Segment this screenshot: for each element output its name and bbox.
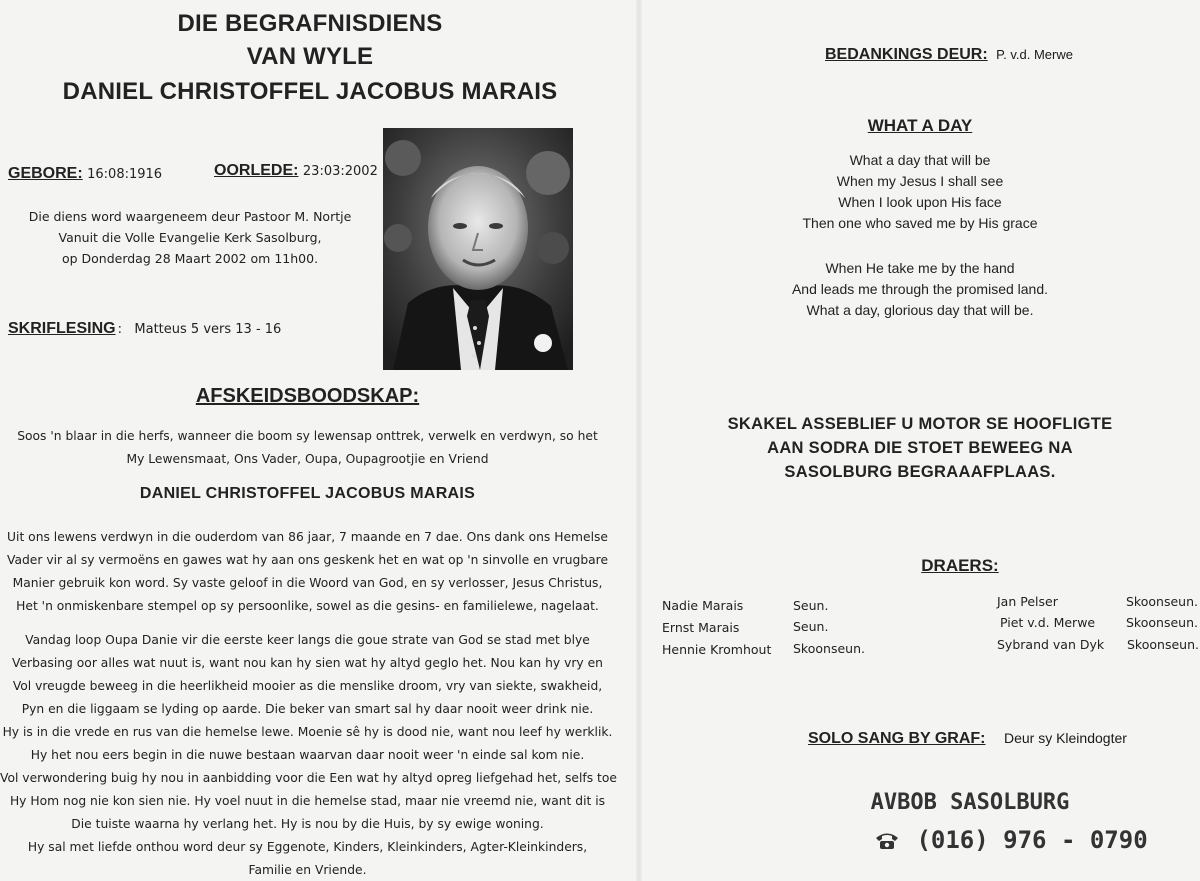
bearer-name: Sybrand van Dyk xyxy=(997,637,1105,652)
phone-number: (016) 976 - 0790 xyxy=(916,826,1148,854)
paragraph-line: Hy het nou eers begin in die nuwe bestaan waarvan daar nooit weer 'n einde sal kom nie. xyxy=(30,748,585,762)
song-verse-2 xyxy=(640,258,1200,321)
phone-row xyxy=(874,826,1148,856)
telephone-icon xyxy=(874,831,904,856)
bearer-relation: Skoonseun. xyxy=(1126,594,1198,609)
solo-value: Deur sy Kleindogter xyxy=(1003,730,1127,746)
thanks-row xyxy=(825,46,1073,64)
name-heading-wrap xyxy=(0,485,615,503)
solo-label: SOLO SANG BY GRAF: xyxy=(808,730,986,747)
intro-line: Soos 'n blaar in die herfs, wanneer die boom sy lewensap onttrek, verwelk en verdwyn, so het xyxy=(17,429,598,443)
died-row xyxy=(214,162,378,180)
paragraph-line: Vader vir al sy vermoëns en gawes wat hy aan ons geskenk het en wat op 'n sinvolle en vrugbare xyxy=(6,553,609,567)
born-label: GEBORE: xyxy=(8,165,83,182)
company-name: AVBOB SASOLBURG xyxy=(870,790,1070,815)
paragraph-line: Vol vreugde beweeg in die heerlikheid mooier as die menslike droom, vry van siekte, swakheid, xyxy=(12,679,603,693)
bearers-heading: DRAERS: xyxy=(921,556,999,575)
company-wrap xyxy=(640,790,1200,815)
verse-line: When He take me by the hand xyxy=(825,260,1015,276)
song-verse-1 xyxy=(640,150,1200,234)
verse-line: When my Jesus I shall see xyxy=(836,173,1004,189)
thanks-label: BEDANKINGS DEUR: xyxy=(825,46,988,63)
paragraph-line: Familie en Vriende. xyxy=(248,863,367,877)
intro-line: My Lewensmaat, Ons Vader, Oupa, Oupagrootjie en Vriend xyxy=(126,452,489,466)
bearer-relation: Seun. xyxy=(793,598,829,613)
bearer-name: Hennie Kromhout xyxy=(662,642,772,657)
title-line-3: DANIEL CHRISTOFFEL JACOBUS MARAIS xyxy=(62,78,558,105)
notice-line: AAN SODRA DIE STOET BEWEEG NA xyxy=(767,439,1073,457)
bearers-heading-wrap xyxy=(640,556,1200,576)
portrait-illustration xyxy=(383,128,573,370)
farewell-heading: AFSKEIDSBOODSKAP: xyxy=(195,385,420,407)
right-page xyxy=(640,0,1200,881)
service-info xyxy=(20,206,360,269)
died-label: OORLEDE: xyxy=(214,162,299,179)
farewell-heading-wrap xyxy=(0,385,615,408)
paragraph-line: Hy is in die vrede en rus van die hemelse lewe. Moenie sê hy is dood nie, want nou leef hy werklik. xyxy=(2,725,613,739)
bearer-name: Ernst Marais xyxy=(662,620,740,635)
service-line: op Donderdag 28 Maart 2002 om 11h00. xyxy=(61,251,319,266)
notice-line: SASOLBURG BEGRAAAFPLAAS. xyxy=(784,463,1056,481)
paragraph-line: Hy sal met liefde onthou word deur sy Eggenote, Kinders, Kleinkinders, Agter-Kleinkinders, xyxy=(27,840,588,854)
notice-line: SKAKEL ASSEBLIEF U MOTOR SE HOOFLIGTE xyxy=(727,415,1113,433)
thanks-value: P. v.d. Merwe xyxy=(996,47,1073,62)
portrait-photo xyxy=(383,128,573,370)
bearer-relation: Skoonseun. xyxy=(1127,637,1199,652)
intro-text xyxy=(0,425,615,471)
verse-line: Then one who saved me by His grace xyxy=(802,215,1038,231)
born-row xyxy=(8,165,162,183)
song-title-wrap xyxy=(640,116,1200,136)
verse-line: When I look upon His face xyxy=(838,194,1002,210)
paragraph-line: Die tuiste waarna hy verlang het. Hy is nou by die Huis, by sy ewige woning. xyxy=(71,817,544,831)
bearer-relation: Seun. xyxy=(793,619,829,634)
paragraph-line: Pyn en die liggaam se lyding op aarde. Die beker van smart sal hy daar nooit weer drink nie. xyxy=(21,702,594,716)
headlights-notice xyxy=(640,412,1200,484)
died-value: 23:03:2002 xyxy=(302,164,378,179)
bearer-name: Jan Pelser xyxy=(997,594,1058,609)
paragraph-1 xyxy=(0,526,615,618)
verse-line: What a day that will be xyxy=(849,152,991,168)
paragraph-line: Vandag loop Oupa Danie vir die eerste keer langs die goue strate van God se stad met blye xyxy=(25,633,590,647)
scripture-row: SKRIFLESING : Matteus 5 vers 13 - 16 xyxy=(8,320,282,337)
paragraph-line: Uit ons lewens verdwyn in die ouderdom van 86 jaar, 7 maande en 7 dae. Ons dank ons Hemelse xyxy=(7,530,608,544)
title-line-2: VAN WYLE xyxy=(246,43,374,70)
verse-line: What a day, glorious day that will be. xyxy=(806,302,1034,318)
bearer-relation: Skoonseun. xyxy=(1126,615,1198,630)
paragraph-line: Hy Hom nog nie kon sien nie. Hy voel nuut in die hemelse stad, maar nie vreemd nie, want dit is xyxy=(9,794,606,808)
paragraph-line: Manier gebruik kon word. Sy vaste geloof in die Woord van God, en sy verlosser, Jesus Christus, xyxy=(12,576,603,590)
name-heading: DANIEL CHRISTOFFEL JACOBUS MARAIS xyxy=(139,485,476,502)
paragraph-line: Vol verwondering buig hy nou in aanbidding voor die Een wat hy altyd opreg liefgehad het, selfs toe xyxy=(0,771,617,785)
service-line: Vanuit die Volle Evangelie Kerk Sasolburg, xyxy=(58,230,322,245)
title-line-1: DIE BEGRAFNISDIENS xyxy=(177,10,443,37)
solo-row xyxy=(808,730,1127,748)
paragraph-line: Verbasing oor alles wat nuut is, want nou kan hy sien wat hy altyd geglo het. Nou kan hy vry en xyxy=(12,656,603,670)
scripture-value: Matteus 5 vers 13 - 16 xyxy=(134,322,282,337)
service-line: Die diens word waargeneem deur Pastoor M. Nortje xyxy=(28,209,352,224)
bearer-name: Piet v.d. Merwe xyxy=(1000,615,1096,630)
song-title: WHAT A DAY xyxy=(867,116,973,135)
bearer-name: Nadie Marais xyxy=(662,598,744,613)
paragraph-line: Het 'n onmiskenbare stempel op sy persoonlike, sowel as die gesins- en familielewe, nagelaat. xyxy=(16,599,599,613)
scripture-label: SKRIFLESING xyxy=(8,320,116,337)
verse-line: And leads me through the promised land. xyxy=(791,281,1049,297)
paragraph-2 xyxy=(0,629,615,881)
born-value: 16:08:1916 xyxy=(87,167,163,182)
bearer-relation: Skoonseun. xyxy=(793,641,865,656)
